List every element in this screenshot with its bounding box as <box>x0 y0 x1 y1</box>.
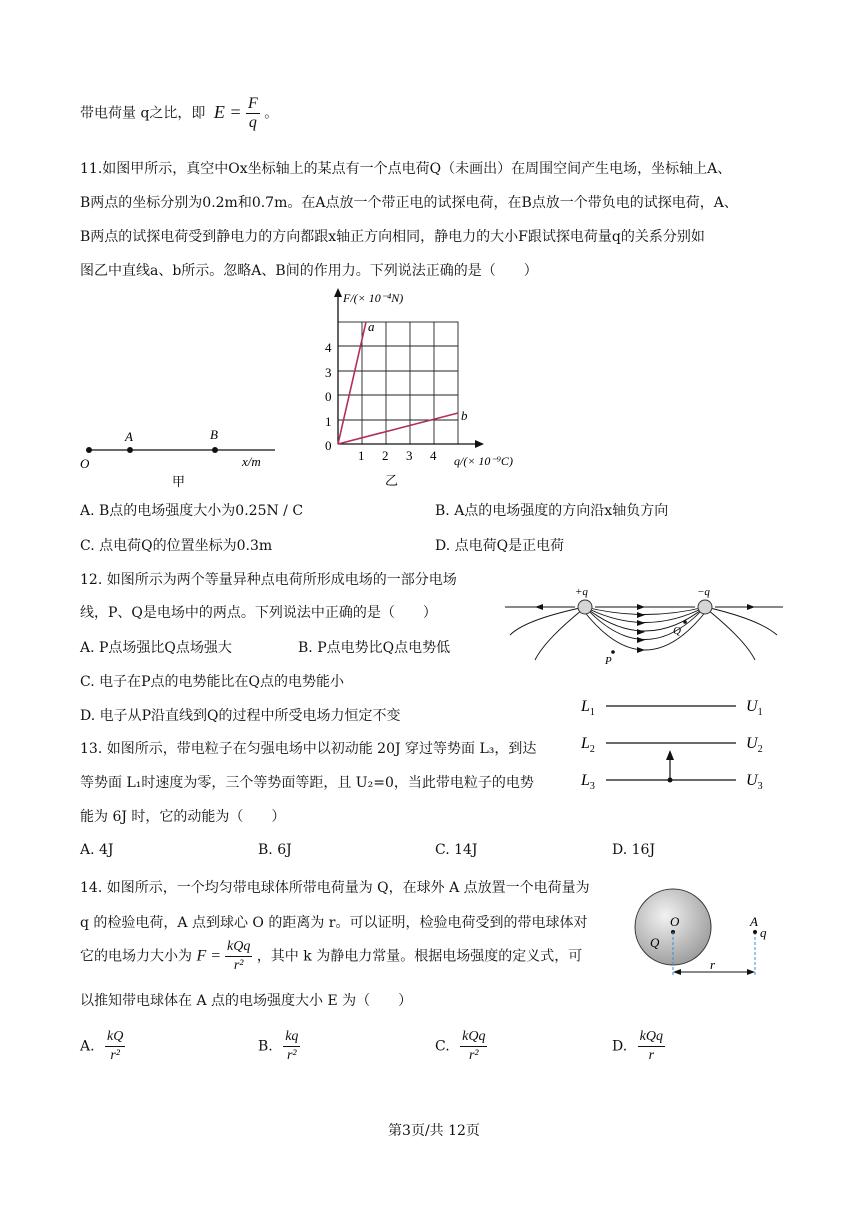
x-axis-arrow <box>475 440 484 448</box>
q12-option-b[interactable]: B. P点电势比Q点电势低 <box>298 640 451 656</box>
q13-line3: 能为 6J 时，它的动能为（ ） <box>80 809 286 825</box>
label-minus-q: −q <box>697 586 710 598</box>
y-tick: 4 <box>325 340 332 355</box>
q13-option-a[interactable]: A. 4J <box>80 842 114 858</box>
q12-field-figure <box>505 580 785 675</box>
q13-option-c[interactable]: C. 14J <box>435 842 478 858</box>
left-labels <box>580 698 595 792</box>
intro-formula-lhs: E = <box>213 101 242 122</box>
svg-text:U1: $U_1$ <box>746 698 763 718</box>
label-o: O <box>670 914 680 929</box>
caption-jia: 甲 <box>172 474 186 489</box>
label-a: A <box>750 914 758 929</box>
q11-line4: 图乙中直线a、b所示。忽略A、B间的作用力。下列说法正确的是（ ） <box>80 263 538 279</box>
point-a <box>127 447 133 453</box>
caption-yi: 乙 <box>385 473 399 488</box>
page-footer: 第3页/共 12页 <box>388 1123 480 1139</box>
positive-charge <box>578 600 592 614</box>
x-tick: 1 <box>358 448 365 463</box>
q11-option-c[interactable]: C. 点电荷Q的位置坐标为0.3m <box>80 538 273 554</box>
label-a: A <box>125 429 133 444</box>
line-b <box>338 413 458 444</box>
q12-line1: 12. 如图所示为两个等量异种点电荷所形成电场的一部分电场 <box>80 572 457 588</box>
q14-line3: 它的电场力大小为 F = $\frac{\text{kQq}}{\text{r²}}$ ，其中 k 为静电力常量。根据电场强度的定义式，可 <box>80 939 583 973</box>
label-line-a: a <box>368 319 375 334</box>
q13-option-d[interactable]: D. 16J <box>612 842 656 858</box>
label-x-axis: x/m <box>242 454 261 469</box>
label-p: P <box>605 655 612 667</box>
y-tick: 3 <box>325 365 332 380</box>
q14-option-b[interactable]: B. $\frac{kq}{\text{r²}}$ <box>258 1029 299 1063</box>
point-b <box>212 447 218 453</box>
svg-text:L2: $L_2$ <box>581 735 595 755</box>
point-q <box>683 620 687 624</box>
velocity-arrowhead <box>666 750 674 760</box>
grid <box>338 322 458 444</box>
q14-force-fraction: $\frac{\text{kQq}}{\text{r²}}$ <box>227 939 251 973</box>
label-line-b: b <box>461 408 468 423</box>
q12-option-d[interactable]: D. 电子从P沿直线到Q的过程中所受电场力恒定不变 <box>80 708 401 724</box>
svg-text:U2: $U_2$ <box>746 735 763 755</box>
x-tick: 2 <box>382 448 389 463</box>
q11-line3: B两点的试探电荷受到静电力的方向都跟x轴正方向相同，静电力的大小F跟试探电荷量q的关系分别如 <box>80 229 705 245</box>
q14-line4: 以推知带电球体在 A 点的电场强度大小 E 为（ ） <box>80 993 413 1009</box>
y-ticks <box>325 340 332 453</box>
q14-line3-end: ，其中 k 为静电力常量。根据电场强度的定义式，可 <box>256 948 583 965</box>
q14-option-a[interactable]: A. $\frac{kQ}{\text{r²}}$ <box>80 1029 124 1063</box>
intro-text: 带电荷量 q之比，即 <box>80 105 206 122</box>
q12-option-a[interactable]: A. P点场强比Q点场强大 <box>80 640 232 656</box>
particle <box>668 778 673 783</box>
label-o: O <box>80 456 90 471</box>
q11-option-a[interactable]: A. B点的电场强度大小为0.25N / C <box>80 503 304 519</box>
label-q-sphere: Q <box>650 935 660 950</box>
distance-arrow-right <box>747 969 755 975</box>
distance-arrow-left <box>673 969 681 975</box>
label-b: B <box>210 427 218 442</box>
label-r: r <box>710 957 716 972</box>
intro-line <box>80 95 278 132</box>
q12-line2: 线，P、Q是电场中的两点。下列说法中正确的是（ ） <box>80 605 437 621</box>
q14-option-c[interactable]: C. $\frac{\text{kQq}}{\text{r²}}$ <box>435 1029 486 1063</box>
svg-text:U3: $U_3$ <box>746 772 763 792</box>
intro-tail: 。 <box>264 105 279 122</box>
y-axis-arrow <box>334 288 342 297</box>
q11-figure-jia <box>75 420 285 495</box>
point-p <box>611 650 615 654</box>
q14-sphere-figure <box>630 885 780 985</box>
point-a <box>753 930 757 934</box>
y-tick: 0 <box>325 389 332 404</box>
q14-line2: q 的检验电荷，A 点到球心 O 的距离为 r。可以证明，检验电荷受到的带电球体对 <box>80 915 588 931</box>
q11-figure-yi <box>318 285 528 490</box>
q13-equipotential-figure <box>578 688 778 798</box>
q14-line1: 14. 如图所示，一个均匀带电球体所带电荷量为 Q，在球外 A 点放置一个电荷量为 <box>80 880 590 896</box>
q11-option-b[interactable]: B. A点的电场强度的方向沿x轴负方向 <box>435 503 669 519</box>
x-tick: 3 <box>406 448 413 463</box>
label-q-test: q <box>760 925 767 940</box>
y-axis-label: F/(× 10⁻⁴N) <box>343 291 404 305</box>
q14-line3-start: 它的电场力大小为 <box>80 948 192 965</box>
label-q: Q <box>673 625 681 637</box>
point-o <box>86 447 92 453</box>
q13-line1: 13. 如图所示，带电粒子在匀强电场中以初动能 20J 穿过等势面 L₃，到达 <box>80 741 537 757</box>
x-ticks <box>358 448 437 463</box>
right-labels <box>746 698 763 792</box>
svg-text:L1: $L_1$ <box>581 698 595 718</box>
q11-line2: B两点的坐标分别为0.2m和0.7m。在A点放一个带正电的试探电荷，在B点放一个带负电的试探电荷，A、 <box>80 195 738 211</box>
x-axis-label: q/(× 10⁻⁹C) <box>454 454 513 468</box>
q14-option-d[interactable]: D. $\frac{\text{kQq}}{r}$ <box>612 1029 663 1063</box>
y-tick: 1 <box>325 414 332 429</box>
negative-charge <box>698 600 712 614</box>
q12-option-c[interactable]: C. 电子在P点的电势能比在Q点的电势能小 <box>80 674 345 690</box>
q11-line1: 11.如图甲所示，真空中Ox坐标轴上的某点有一个点电荷Q（未画出）在周围空间产生电场，坐标轴上A、 <box>80 161 732 177</box>
q13-option-b[interactable]: B. 6J <box>258 842 292 858</box>
q13-line2: 等势面 L₁时速度为零，三个等势面等距，且 U₂=0，当此带电粒子的电势 <box>80 775 534 791</box>
label-plus-q: +q <box>575 586 588 598</box>
q11-option-d[interactable]: D. 点电荷Q是正电荷 <box>435 538 565 554</box>
y-tick: 0 <box>325 438 332 453</box>
intro-fraction: $\frac{F}{q}$ <box>247 95 258 131</box>
x-tick: 4 <box>430 448 437 463</box>
svg-text:L3: $L_3$ <box>581 772 595 792</box>
